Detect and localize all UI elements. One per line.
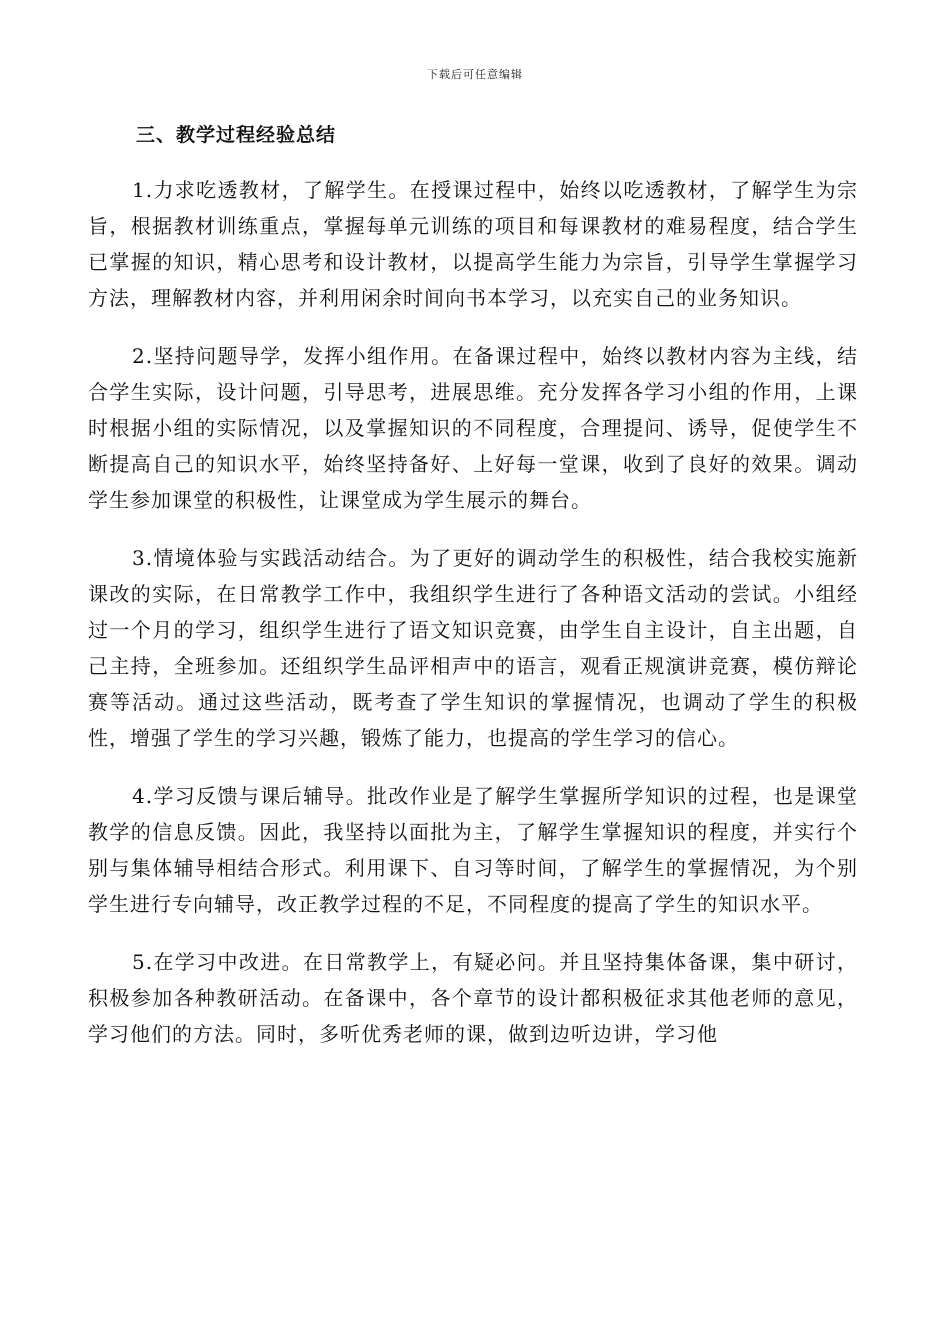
paragraph-1: 1.力求吃透教材，了解学生。在授课过程中，始终以吃透教材，了解学生为宗旨，根据教材训练重点，掌握每单元训练的项目和每课教材的难易程度，结合学生已掌握的知识，精心思考和设计教材，以提高学生能力为宗旨，引导学生掌握学习方法，理解教材内容，并利用闲余时间向书本学习，以充实自己的业务知识。 xyxy=(88,178,858,310)
paragraph-4: 4.学习反馈与课后辅导。批改作业是了解学生掌握所学知识的过程，也是课堂教学的信息反馈。因此，我坚持以面批为主，了解学生掌握知识的程度，并实行个别与集体辅导相结合形式。利用课下、自习等时间，了解学生的掌握情况，为个别学生进行专向辅导，改正教学过程的不足，不同程度的提高了学生的知识水平。 xyxy=(88,784,858,916)
paragraph-2: 2.坚持问题导学，发挥小组作用。在备课过程中，始终以教材内容为主线，结合学生实际，设计问题，引导思考，进展思维。充分发挥各学习小组的作用，上课时根据小组的实际情况，以及掌握知识的不同程度，合理提问、诱导，促使学生不断提高自己的知识水平，始终坚持备好、上好每一堂课，收到了良好的效果。调动学生参加课堂的积极性，让课堂成为学生展示的舞台。 xyxy=(88,344,858,512)
document-body xyxy=(88,172,858,1074)
paragraph-5: 5.在学习中改进。在日常教学上，有疑必问。并且坚持集体备课，集中研讨，积极参加各种教研活动。在备课中，各个章节的设计都积极征求其他老师的意见，学习他们的方法。同时，多听优秀老师的课，做到边听边讲，学习他 xyxy=(88,950,858,1046)
header-note: 下载后可任意编辑 xyxy=(427,68,523,81)
paragraph-3: 3.情境体验与实践活动结合。为了更好的调动学生的积极性，结合我校实施新课改的实际，在日常教学工作中，我组织学生进行了各种语文活动的尝试。小组经过一个月的学习，组织学生进行了语文知识竞赛，由学生自主设计，自主出题，自己主持，全班参加。还组织学生品评相声中的语言，观看正规演讲竞赛，模仿辩论赛等活动。通过这些活动，既考查了学生知识的掌握情况，也调动了学生的积极性，增强了学生的学习兴趣，锻炼了能力，也提高的学生学习的信心。 xyxy=(88,546,858,750)
section-title: 三、教学过程经验总结 xyxy=(136,124,337,146)
